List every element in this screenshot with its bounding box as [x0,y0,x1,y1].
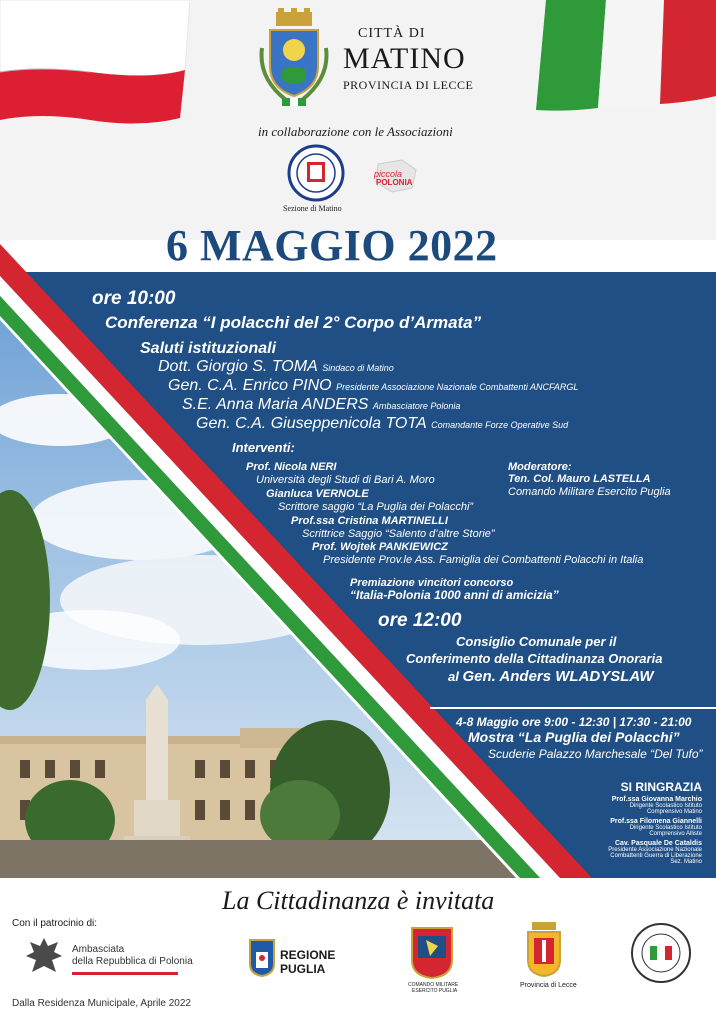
speaker-role: Scrittore saggio “La Puglia dei Polacchi” [278,501,474,513]
regione-label: REGIONE [280,948,336,962]
anc-seal [630,922,692,984]
thanks-role: Combattenti Guerra di Liberazione [610,853,702,859]
moderatore-heading: Moderatore: [508,461,572,473]
premiazione-line: Premiazione vincitori concorso [350,577,514,589]
time-1000: ore 10:00 [92,288,176,309]
saluti-row [182,396,460,414]
moderatore-role: Comando Militare Esercito Puglia [508,486,671,498]
saluti-role: Sindaco di Matino [322,363,394,373]
saluti-row [168,377,578,395]
saluti-name: Dott. Giorgio S. TOMA [158,358,318,375]
speaker-role: Scrittrice Saggio “Salento d’altre Storie” [302,528,495,540]
consiglio-line: Consiglio Comunale per il [456,634,617,649]
saluti-name: Gen. C.A. Enrico PINO [168,377,332,394]
embassy-line1: Ambasciata [72,944,125,955]
consiglio-prefix: al [448,669,459,684]
time-1200: ore 12:00 [378,610,462,631]
consiglio-line: Conferimento della Cittadinanza Onoraria [406,651,663,666]
interventi-heading: Interventi: [232,440,295,455]
thanks-role: Dirigente Scolastico Istituto [629,825,702,831]
patrocinio-label: Con il patrocinio di: [12,918,98,929]
province-label: PROVINCIA DI LECCE [343,78,474,92]
provincia-label: Provincia di Lecce [520,982,577,989]
puglia-label: PUGLIA [280,962,326,976]
comando-militare-emblem [408,926,456,980]
saluti-row [196,415,568,433]
polish-eagle-icon [22,934,66,978]
saluti-role: Presidente Associazione Nazionale Combattenti ANCFARGL [336,382,579,392]
thanks-name: Cav. Pasquale De Cataldis [614,840,702,847]
city-name: MATINO [343,42,466,75]
speaker-name: Prof. Wojtek PANKIEWICZ [312,541,448,553]
divider [430,707,716,709]
thanks-role: Presidente Associazione Nazionale [608,847,702,853]
exhibition-dates: 4-8 Maggio ore 9:00 - 12:30 | 17:30 - 21:00 [456,715,692,729]
saluti-role: Comandante Forze Operative Sud [431,420,569,430]
thanks-name: Prof.ssa Filomena Giannelli [610,818,702,825]
thanks-role: Comprensivo Matino [646,809,702,815]
comando-line2: ESERCITO PUGLIA [412,988,458,994]
thanks-role: Sez. Matino [670,859,702,865]
thanks-heading: SI RINGRAZIA [620,780,702,794]
embassy-line2: della Repubblica di Polonia [72,956,193,967]
saluti-name: Gen. C.A. Giuseppenicola TOTA [196,415,427,432]
speaker-role: Università degli Studi di Bari A. Moro [256,474,435,486]
provincia-lecce-emblem [522,920,566,978]
saluti-role: Ambasciatore Polonia [372,401,461,411]
bottom-note: Dalla Residenza Municipale, Aprile 2022 [12,998,191,1009]
thanks-role: Dirigente Scolastico Istituto [629,803,702,809]
city-label: CITTÀ DI [358,26,426,41]
thanks-block [608,780,702,865]
speaker-name: Gianluca VERNOLE [266,488,369,500]
embassy-underline [72,972,178,975]
event-date: 6 MAGGIO 2022 [166,221,498,270]
exhibition-place: Scuderie Palazzo Marchesale “Del Tufo” [488,747,703,761]
regione-puglia-emblem [248,938,276,978]
collaboration-text: in collaborazione con le Associazioni [258,124,453,139]
conference-title: Conferenza “I polacchi del 2° Corpo d’Armata” [105,313,482,332]
thanks-name: Prof.ssa Giovanna Marchio [611,796,702,803]
moderatore-name: Ten. Col. Mauro LASTELLA [508,473,651,485]
premiazione-contest: “Italia-Polonia 1000 anni di amicizia” [350,588,559,602]
speaker-name: Prof. Nicola NERI [246,461,337,473]
piccola-text: piccola [374,169,403,179]
saluti-name: S.E. Anna Maria ANDERS [182,396,369,413]
speaker-role: Presidente Prov.le Ass. Famiglia dei Combattenti Polacchi in Italia [323,554,644,566]
consiglio-line [448,668,654,685]
invitation-text: La Cittadinanza è invitata [222,886,495,915]
saluti-heading: Saluti istituzionali [140,340,277,357]
saluti-row [158,358,394,376]
association-caption: Sezione di Matino [283,204,342,213]
speaker-name: Prof.ssa Cristina MARTINELLI [291,515,448,527]
exhibition-title: Mostra “La Puglia dei Polacchi” [468,729,680,745]
comando-line1: COMANDO MILITARE [408,982,459,988]
thanks-role: Comprensivo Alliste [649,831,702,837]
honoree-name: Gen. Anders WLADYSLAW [462,668,654,685]
polonia-text: POLONIA [376,178,413,187]
